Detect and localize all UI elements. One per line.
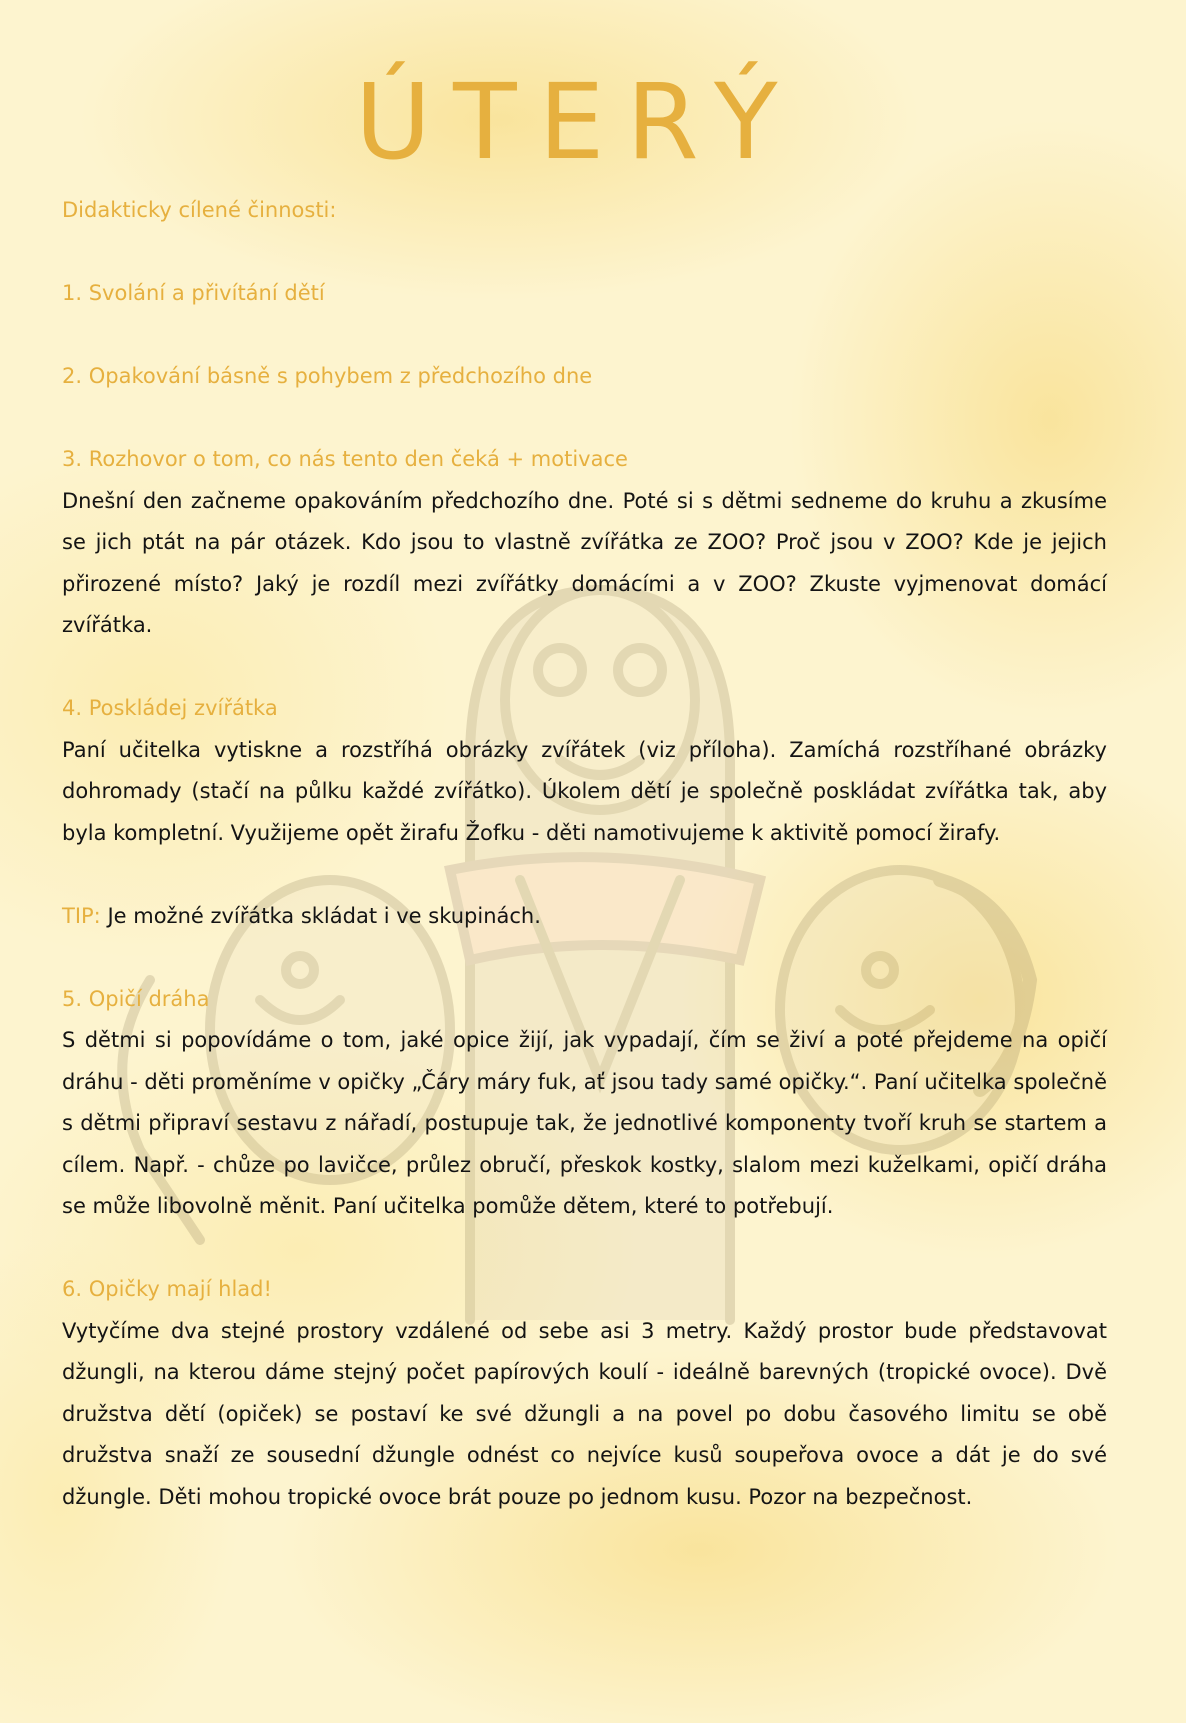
section-3-heading: 3. Rozhovor o tom, co nás tento den čeká + motivace	[62, 447, 628, 471]
section-2-heading: 2. Opakování básně s pohybem z předchozího dne	[62, 364, 593, 388]
section-5-text: S dětmi si popovídáme o tom, jaké opice žijí, jak vypadají, čím se živí a poté přejdeme na opičí dráhu - děti proměníme v opičky „Čáry máry fuk, ať jsou tady samé opičky.“. Paní učitelka společně s dětmi připraví sestavu z nářadí, postupuje tak, že jednotlivé komponenty tvoří kruh se startem a cílem. Např. - chůze po lavičce, průlez obručí, přeskok kostky, slalom mezi kuželkami, opičí dráha se může libovolně měnit. Paní učitelka pomůže dětem, které to potřebují.	[62, 1028, 1107, 1218]
section-1-heading: 1. Svolání a přivítání dětí	[62, 281, 325, 305]
section-4-text: Paní učitelka vytiskne a rozstříhá obrázky zvířátek (viz příloha). Zamíchá rozstříhané obrázky dohromady (stačí na půlku každé zvířátko). Úkolem dětí je společně poskládat zvířátka tak, aby byla kompletní. Využijeme opět žirafu Žofku - děti namotivujeme k aktivitě pomocí žirafy.	[62, 737, 1107, 845]
section-5-heading: 5. Opičí dráha	[62, 986, 210, 1011]
tip-note	[62, 896, 1107, 938]
tip-text: Je možné zvířátka skládat i ve skupinách.	[107, 903, 541, 928]
section-6-text: Vytyčíme dva stejné prostory vzdálené od sebe asi 3 metry. Každý prostor bude představovat džungli, na kterou dáme stejný počet papírových koulí - ideálně barevných (tropické ovoce). Dvě družstva dětí (opiček) se postaví ke své džungli a na povel po dobu časového limitu se obě družstva snaží ze sousední džungle odnést co nejvíce kusů soupeřova ovoce a dát je do své džungle. Děti mohou tropické ovoce brát pouze po jednom kusu. Pozor na bezpečnost.	[62, 1318, 1107, 1509]
section-3-text: Dnešní den začneme opakováním předchozího dne. Poté si s dětmi sedneme do kruhu a zkusíme se jich ptát na pár otázek. Kdo jsou to vlastně zvířátka ze ZOO? Proč jsou v ZOO? Kde je jejich přirozené místo? Jaký je rozdíl mezi zvířátky domácími a v ZOO? Zkuste vyjmenovat domácí zvířátka.	[62, 488, 1107, 637]
intro-heading: Didakticky cílené činnosti:	[62, 198, 337, 222]
section-4-heading: 4. Poskládej zvířátka	[62, 696, 278, 720]
page-title: ÚTERÝ	[355, 61, 800, 183]
section-6-heading: 6. Opičky mají hlad!	[62, 1277, 272, 1301]
lesson-plan	[62, 190, 1107, 1518]
tip-label: TIP:	[62, 903, 101, 928]
